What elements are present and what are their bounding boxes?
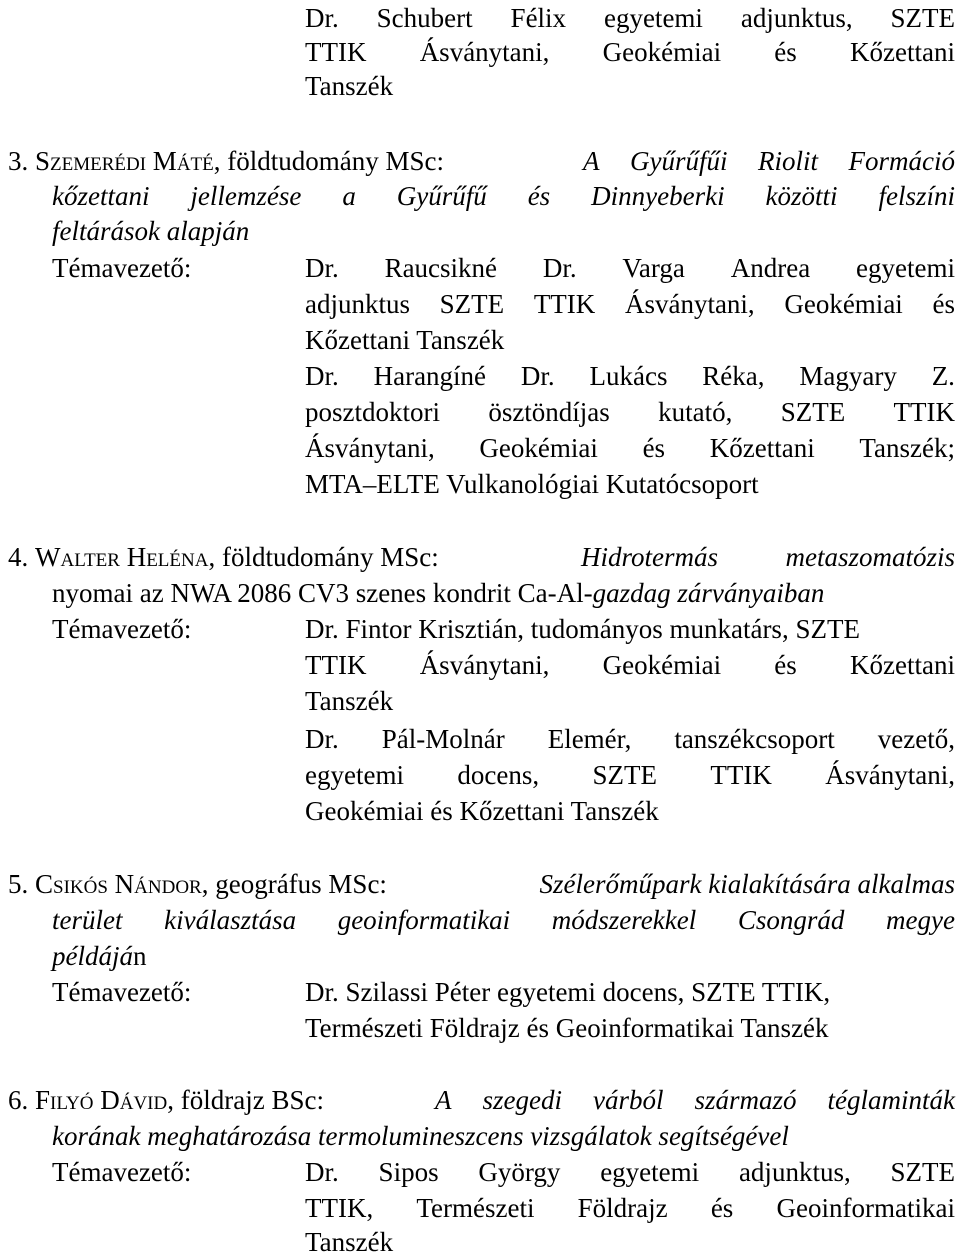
word: kőzettani	[52, 181, 150, 211]
entry4-heading	[8, 539, 955, 575]
word: Lukács	[589, 361, 668, 391]
word: Varga	[622, 253, 685, 283]
entry3-student-name: Szemerédi Máté	[35, 146, 214, 176]
entry5-supervisor1-line1: Dr. Szilassi Péter egyetemi docens, SZTE TTIK,	[305, 977, 831, 1007]
word: adjunktus,	[740, 3, 853, 33]
word: módszerekkel	[551, 905, 697, 935]
word: geoinformatikai	[337, 905, 511, 935]
entry5-program: , geográfus MSc:	[201, 869, 387, 899]
word: Andrea	[730, 253, 811, 283]
word: ösztöndíjas	[488, 397, 610, 427]
word: Hidrotermás	[581, 542, 719, 572]
word: SZTE	[890, 3, 955, 33]
word: Magyary	[799, 361, 897, 391]
entry6-student-name: Filyó Dávid	[35, 1085, 168, 1115]
word: Riolit	[758, 146, 818, 176]
entry5-title-italic: példájá	[52, 941, 133, 971]
word: származó	[694, 1085, 797, 1115]
entry6-program: , földrajz BSc:	[167, 1085, 324, 1115]
entry6-supervisor1-line3: Tanszék	[305, 1227, 394, 1257]
word: SZTE	[439, 289, 505, 319]
word: Formáció	[848, 146, 955, 176]
word: várból	[592, 1085, 664, 1115]
word: Réka,	[702, 361, 765, 391]
word: Dinnyeberki	[591, 181, 725, 211]
entry6-heading	[8, 1082, 955, 1118]
word: TTIK	[305, 650, 367, 680]
word: és	[710, 1193, 734, 1223]
word: TTIK	[533, 289, 596, 319]
word: adjunktus,	[738, 1157, 851, 1187]
entry2-supervisor-line1	[305, 0, 955, 36]
entry5-title-line2	[52, 902, 955, 938]
entry6-number: 6.	[8, 1085, 29, 1115]
entry3-title-line1	[583, 143, 955, 179]
word: felszíni	[878, 181, 955, 211]
word: Geokémiai	[784, 289, 903, 319]
word: Dr.	[542, 253, 577, 283]
word: vezető,	[877, 724, 955, 754]
word: kutató,	[658, 397, 733, 427]
word: Természeti	[416, 1193, 535, 1223]
entry4-title-line1	[581, 539, 955, 575]
entry4-title-italic: gazdag zárványaiban	[592, 578, 825, 608]
entry3-supervisor2-line4: MTA‒ELTE Vulkanológiai Kutatócsoport	[305, 469, 759, 499]
entry4-supervisor1-line3: Tanszék	[305, 686, 394, 716]
word: egyetemi	[603, 3, 703, 33]
word: és	[774, 650, 797, 680]
word: és	[774, 37, 797, 67]
entry3-title-line3: feltárások alapján	[52, 216, 250, 246]
word: Dr.	[305, 361, 339, 391]
word: TTIK,	[305, 1193, 374, 1223]
entry5-supervisor-label: Témavezető:	[52, 977, 192, 1007]
entry5-heading	[8, 866, 955, 902]
entry4-number: 4.	[8, 542, 29, 572]
word: Dr.	[305, 253, 339, 283]
entry3-supervisor2-line3	[305, 430, 955, 466]
entry3-heading	[8, 143, 955, 179]
word: Sipos	[378, 1157, 439, 1187]
entry4-title-plain: nyomai az NWA 2086 CV3 szenes kondrit Ca-Al-	[52, 578, 593, 608]
word: adjunktus	[305, 289, 410, 319]
word: TTIK	[305, 37, 367, 67]
entry5-title-line3	[52, 938, 147, 974]
entry4-supervisor2-line3: Geokémiai és Kőzettani Tanszék	[305, 796, 659, 826]
word: egyetemi	[856, 253, 955, 283]
entry4-supervisor-label: Témavezető:	[52, 614, 192, 644]
word: Geokémiai	[602, 37, 722, 67]
word: tanszékcsoport	[674, 724, 835, 754]
entry3-number: 3.	[8, 146, 29, 176]
word: Dr.	[305, 3, 339, 33]
word: TTIK	[710, 760, 772, 790]
entry3-supervisor1-line2	[305, 286, 955, 322]
entry4-title-line2	[52, 575, 824, 611]
word: egyetemi	[305, 760, 404, 790]
word: SZTE	[592, 760, 657, 790]
word: Schubert	[376, 3, 473, 33]
word: Gyűrűfűi	[630, 146, 728, 176]
word: Geoinformatikai	[776, 1193, 955, 1223]
word: Ásványtani,	[419, 37, 550, 67]
entry4-program: , földtudomány MSc:	[208, 542, 439, 572]
word: Pál-Molnár	[381, 724, 505, 754]
entry6-supervisor-label: Témavezető:	[52, 1157, 192, 1187]
word: Kőzettani	[850, 650, 955, 680]
entry3-supervisor-label: Témavezető:	[52, 253, 192, 283]
entry5-number: 5.	[8, 869, 29, 899]
word: SZTE	[780, 397, 846, 427]
word: Harangíné	[373, 361, 487, 391]
entry3-supervisor1-line1	[305, 250, 955, 286]
word: közötti	[765, 181, 838, 211]
entry3-title-line2	[52, 178, 955, 214]
entry4-supervisor1-line1: Dr. Fintor Krisztián, tudományos munkatárs, SZTE	[305, 614, 860, 644]
word: György	[478, 1157, 561, 1187]
word: és	[527, 181, 551, 211]
word: Földrajz	[577, 1193, 668, 1223]
entry3-supervisor1-line3: Kőzettani Tanszék	[305, 325, 505, 355]
word: téglaminták	[827, 1085, 955, 1115]
word: A	[435, 1085, 452, 1115]
word: Gyűrűfű	[396, 181, 487, 211]
word: Tanszék;	[859, 433, 955, 463]
word: SZTE	[890, 1157, 955, 1187]
word: megye	[886, 905, 955, 935]
entry3-supervisor2-line2	[305, 394, 955, 430]
entry5-title-line1: Szélerőműpark kialakítására alkalmas	[539, 869, 955, 899]
word: docens,	[457, 760, 540, 790]
entry6-supervisor1-line2	[305, 1190, 955, 1226]
entry4-supervisor2-line2	[305, 757, 955, 793]
word: kiválasztása	[164, 905, 297, 935]
word: metaszomatózis	[785, 542, 955, 572]
word: Kőzettani	[709, 433, 815, 463]
entry4-supervisor1-line2	[305, 647, 955, 683]
word: egyetemi	[600, 1157, 700, 1187]
entry5-supervisor1-line2: Természeti Földrajz és Geoinformatikai Tanszék	[305, 1013, 829, 1043]
word: Félix	[510, 3, 567, 33]
word: Dr.	[520, 361, 555, 391]
entry6-supervisor1-line1	[305, 1154, 955, 1190]
word: Dr.	[305, 1157, 339, 1187]
word: Dr.	[305, 724, 339, 754]
word: Geokémiai	[602, 650, 722, 680]
word: jellemzése	[190, 181, 302, 211]
word: TTIK	[893, 397, 955, 427]
entry4-student-name: Walter Heléna	[35, 542, 209, 572]
entry3-supervisor2-line1	[305, 358, 955, 394]
word: és	[932, 289, 955, 319]
word: Ásványtani,	[419, 650, 550, 680]
word: Csongrád	[737, 905, 845, 935]
entry2-supervisor-line2	[305, 34, 955, 70]
word: Ásványtani,	[825, 760, 955, 790]
word: Geokémiai	[479, 433, 598, 463]
word: posztdoktori	[305, 397, 440, 427]
word: Ásványtani,	[305, 433, 435, 463]
word: Kőzettani	[850, 37, 955, 67]
word: Raucsikné	[384, 253, 498, 283]
word: terület	[52, 905, 123, 935]
entry6-title-line1	[435, 1082, 955, 1118]
entry2-supervisor-line3: Tanszék	[305, 71, 394, 101]
word: Elemér,	[547, 724, 632, 754]
word: és	[642, 433, 666, 463]
entry6-title-line2: korának meghatározása termolumineszcens vizsgálatok segítségével	[52, 1121, 789, 1151]
entry4-supervisor2-line1	[305, 721, 955, 757]
word: szegedi	[482, 1085, 562, 1115]
entry5-title-plain: n	[133, 941, 147, 971]
word: A	[583, 146, 600, 176]
word: Z.	[931, 361, 955, 391]
entry5-student-name: Csikós Nándor	[35, 869, 202, 899]
word: a	[342, 181, 356, 211]
word: Ásványtani,	[624, 289, 755, 319]
entry3-program: , földtudomány MSc:	[213, 146, 444, 176]
